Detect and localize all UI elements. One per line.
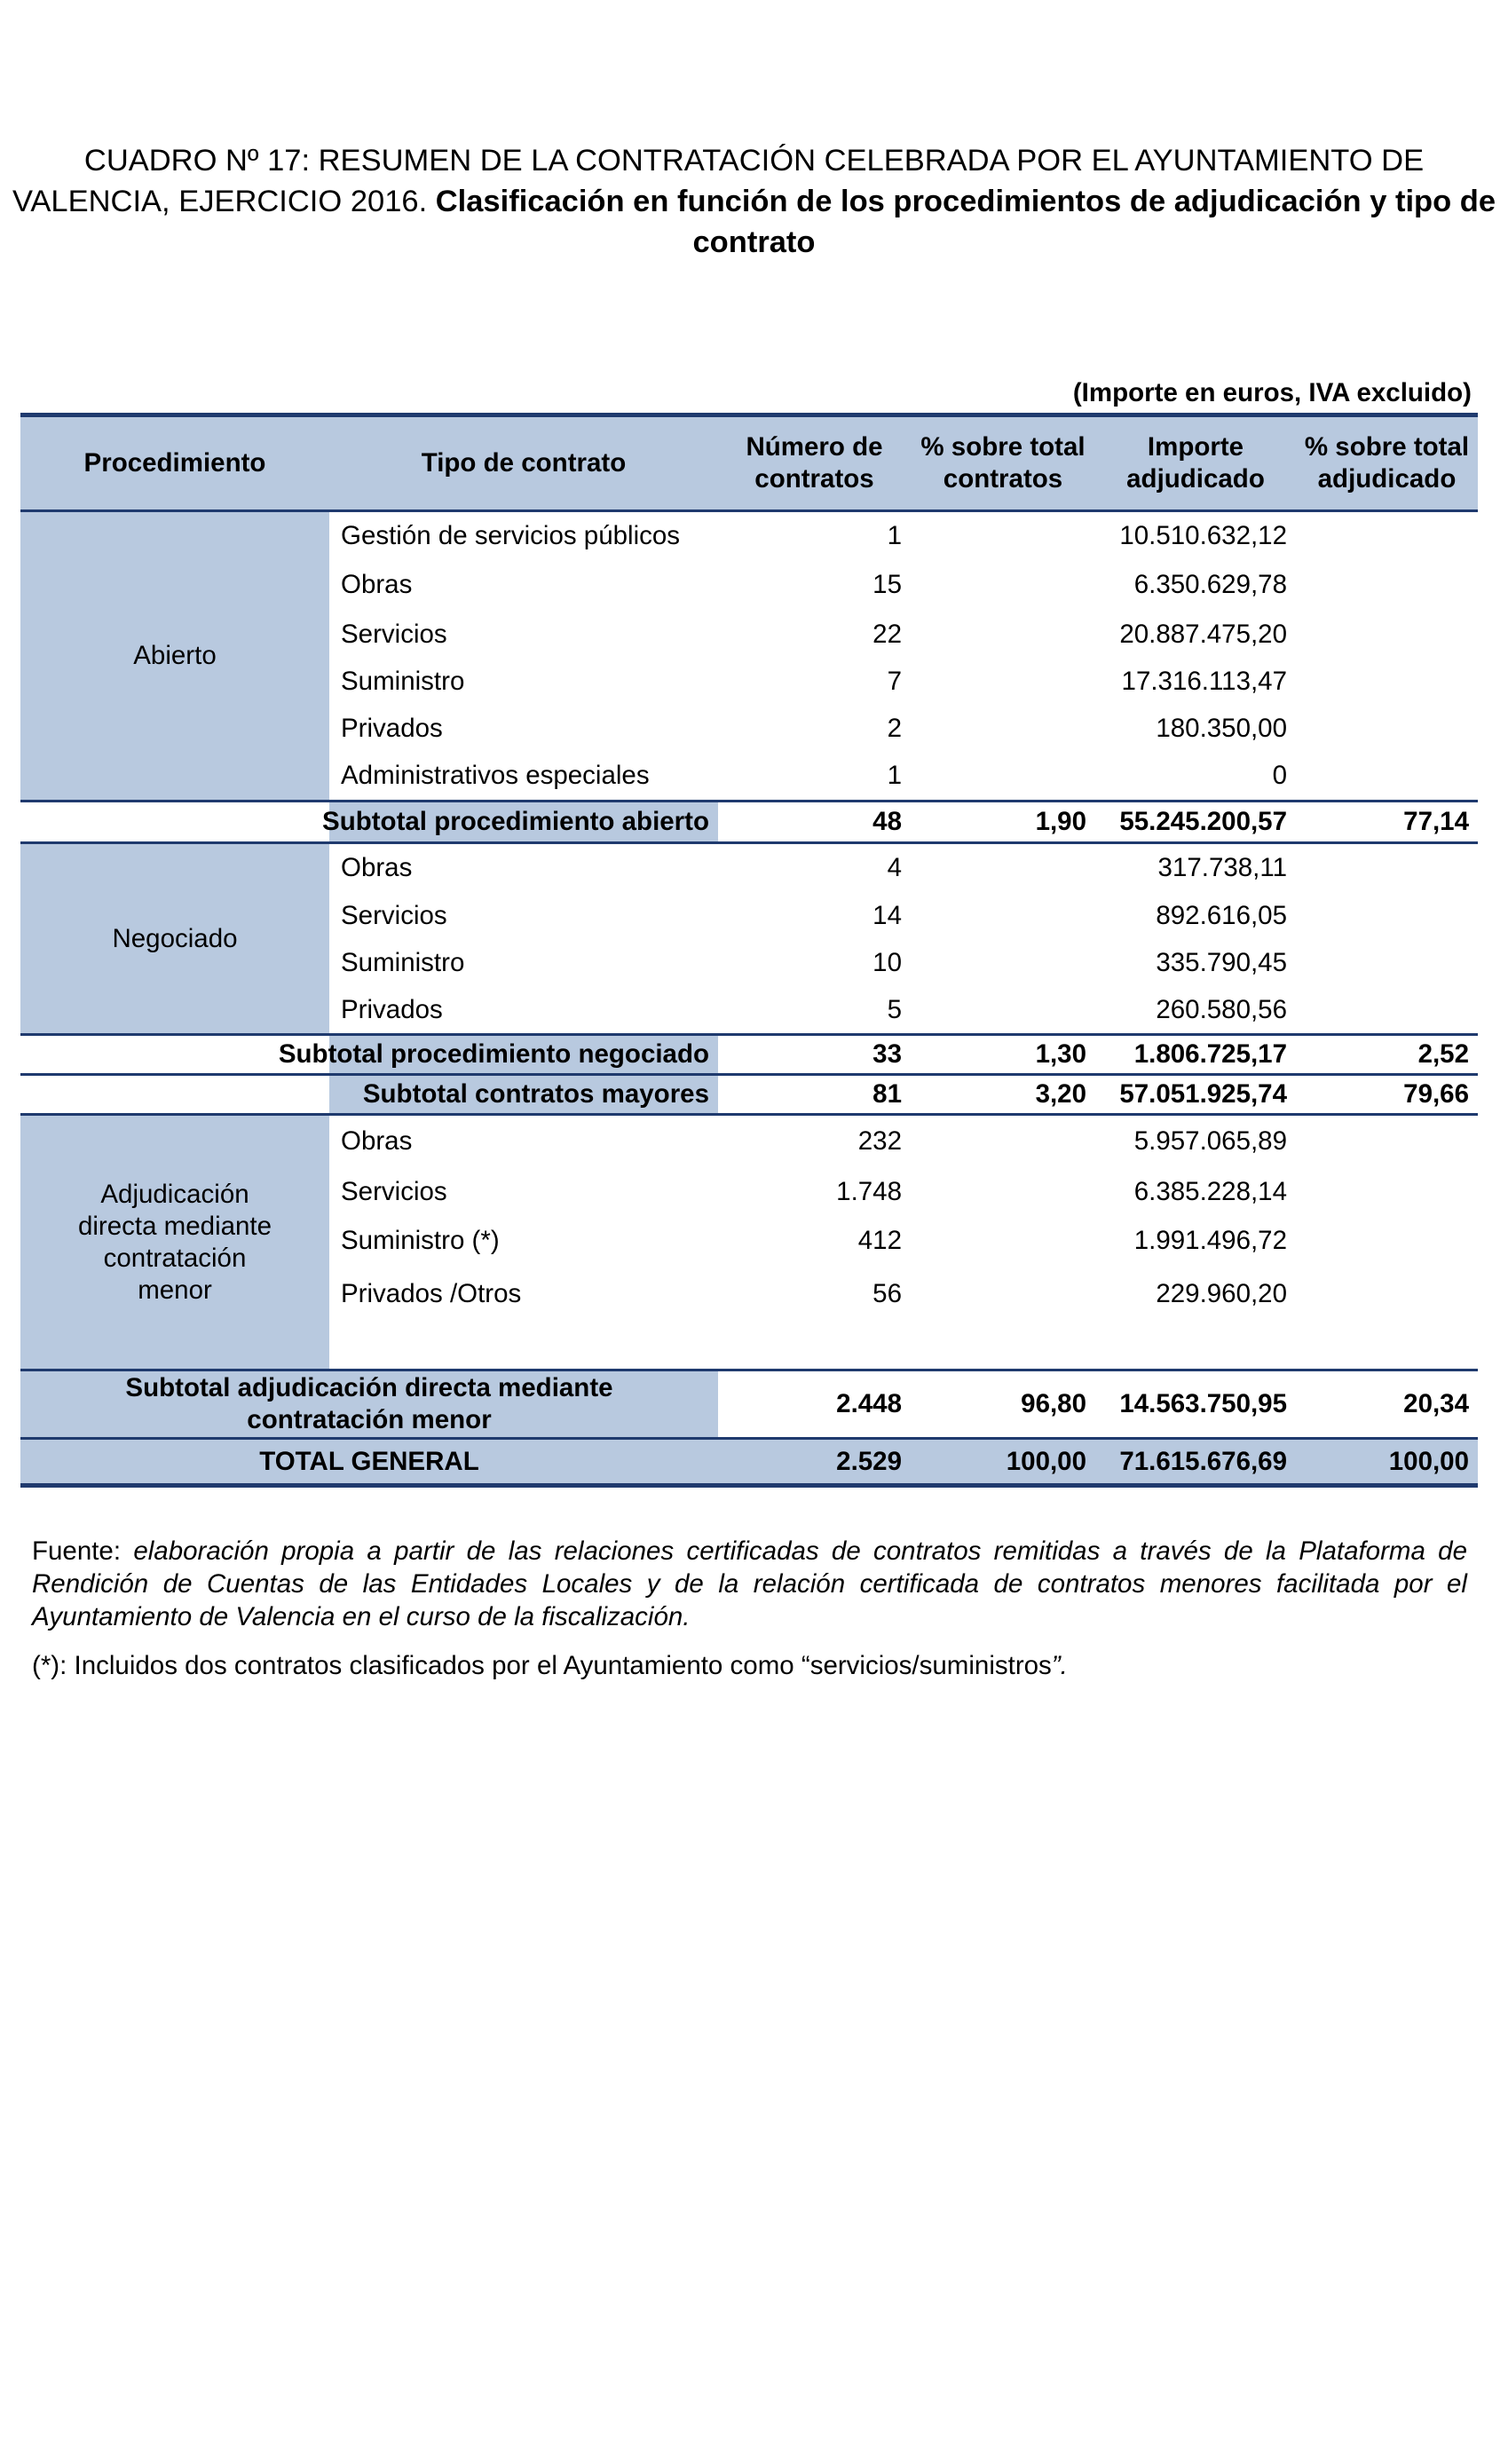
row-numero: 412 xyxy=(857,1226,902,1255)
header-pct-adjudicado: % sobre total adjudicado xyxy=(1296,413,1478,512)
page-title xyxy=(9,140,1499,263)
row-importe: 229.960,20 xyxy=(1156,1279,1287,1308)
row-tipo: Administrativos especiales xyxy=(341,761,650,790)
row-numero: 15 xyxy=(872,570,902,599)
subtotal-spacer xyxy=(20,1076,329,1116)
subtotal-menor-pct-contratos: 96,80 xyxy=(911,1369,1095,1440)
subtotal-mayores-pct-adjudicado: 79,66 xyxy=(1296,1076,1478,1116)
row-tipo: Suministro xyxy=(341,666,465,696)
total-numero: 2.529 xyxy=(718,1440,911,1488)
group-negociado-label: Negociado xyxy=(20,844,329,1033)
fuente-text: elaboración propia a partir de las relaciones certificadas de contratos remitidas a través de la Plataforma de Rendición de Cuentas de las Entidades Locales y de la relación certificada de contratos menores facilitada por el Ayuntamiento de Valencia en el curso de la fiscalización. xyxy=(32,1536,1467,1631)
note-prefix: (*): Incluidos dos contratos clasificados por el Ayuntamiento como “servicios/suministros xyxy=(32,1651,1052,1680)
title-part-1: CUADRO Nº 17: RESUMEN DE LA CONTRATACIÓN CELEBRADA POR EL AYUNTAMIENTO DE VALENCIA, EJERCICIO 2016. xyxy=(12,144,1425,218)
subtotal-negociado-pct-contratos: 1,30 xyxy=(911,1033,1095,1076)
group-abierto-label: Abierto xyxy=(20,512,329,800)
header-procedimiento: Procedimiento xyxy=(20,413,329,512)
row-tipo: Servicios xyxy=(341,900,447,930)
header-tipo: Tipo de contrato xyxy=(329,413,718,512)
header-importe: Importe adjudicado xyxy=(1095,413,1296,512)
subtotal-mayores-numero: 81 xyxy=(718,1076,911,1116)
fuente-label: Fuente: xyxy=(32,1536,134,1566)
row-tipo: Privados xyxy=(341,713,443,743)
subtotal-abierto-pct-adjudicado: 77,14 xyxy=(1296,800,1478,844)
subtotal-mayores-importe: 57.051.925,74 xyxy=(1095,1076,1296,1116)
row-importe: 6.385.228,14 xyxy=(1133,1176,1287,1206)
row-numero: 56 xyxy=(872,1279,902,1308)
row-tipo: Servicios xyxy=(341,619,447,649)
header-numero: Número de contratos xyxy=(718,413,911,512)
row-tipo: Obras xyxy=(341,853,413,882)
row-numero: 1 xyxy=(887,520,902,550)
row-tipo: Suministro (*) xyxy=(341,1226,500,1255)
row-importe: 317.738,11 xyxy=(1157,853,1287,882)
row-numero: 1 xyxy=(887,761,902,790)
row-importe: 20.887.475,20 xyxy=(1119,619,1287,649)
row-numero: 5 xyxy=(887,994,902,1024)
subtotal-spacer xyxy=(20,800,329,844)
row-tipo: Obras xyxy=(341,1126,413,1156)
row-importe: 5.957.065,89 xyxy=(1133,1126,1287,1156)
subtotal-menor-label: Subtotal adjudicación directa mediante contratación menor xyxy=(20,1369,718,1440)
subtotal-menor-importe: 14.563.750,95 xyxy=(1095,1369,1296,1440)
row-numero: 1.748 xyxy=(836,1176,902,1206)
row-importe: 1.991.496,72 xyxy=(1133,1226,1287,1255)
subtotal-negociado-importe: 1.806.725,17 xyxy=(1095,1033,1296,1076)
row-numero: 4 xyxy=(887,853,902,882)
row-numero: 7 xyxy=(887,666,902,696)
row-numero: 232 xyxy=(857,1126,902,1156)
total-label: TOTAL GENERAL xyxy=(20,1440,718,1488)
row-importe: 180.350,00 xyxy=(1156,713,1287,743)
footnote-asterisk xyxy=(32,1649,1467,1682)
subtotal-abierto-numero: 48 xyxy=(718,800,911,844)
row-tipo: Servicios xyxy=(341,1176,447,1206)
row-importe: 892.616,05 xyxy=(1156,900,1287,930)
row-tipo: Privados /Otros xyxy=(341,1279,522,1308)
subtotal-menor-pct-adjudicado: 20,34 xyxy=(1296,1369,1478,1440)
footnote-fuente xyxy=(32,1535,1467,1633)
row-tipo: Privados xyxy=(341,994,443,1024)
subtotal-abierto-importe: 55.245.200,57 xyxy=(1095,800,1296,844)
row-importe: 6.350.629,78 xyxy=(1133,570,1287,599)
units-note: (Importe en euros, IVA excluido) xyxy=(1072,378,1472,407)
total-pct-contratos: 100,00 xyxy=(911,1440,1095,1488)
subtotal-negociado-pct-adjudicado: 2,52 xyxy=(1296,1033,1478,1076)
row-importe: 260.580,56 xyxy=(1156,994,1287,1024)
subtotal-abierto-pct-contratos: 1,90 xyxy=(911,800,1095,844)
subtotal-abierto-text: Subtotal procedimiento abierto xyxy=(322,807,709,836)
row-importe: 335.790,45 xyxy=(1156,947,1287,977)
subtotal-mayores-pct-contratos: 3,20 xyxy=(911,1076,1095,1116)
row-tipo: Suministro xyxy=(341,947,465,977)
total-importe: 71.615.676,69 xyxy=(1095,1440,1296,1488)
group-menor-label: Adjudicación directa mediante contratación menor xyxy=(20,1116,329,1369)
subtotal-menor-numero: 2.448 xyxy=(718,1369,911,1440)
row-numero: 22 xyxy=(872,619,902,649)
subtotal-negociado-text: Subtotal procedimiento negociado xyxy=(278,1039,709,1069)
row-numero: 2 xyxy=(887,713,902,743)
total-pct-adjudicado: 100,00 xyxy=(1296,1440,1478,1488)
row-numero: 14 xyxy=(872,900,902,930)
row-importe: 17.316.113,47 xyxy=(1121,666,1287,696)
row-tipo: Obras xyxy=(341,570,413,599)
row-numero: 10 xyxy=(872,947,902,977)
subtotal-mayores-label: Subtotal contratos mayores xyxy=(329,1076,718,1116)
subtotal-abierto-label xyxy=(322,800,718,844)
row-tipo: Gestión de servicios públicos xyxy=(341,520,681,550)
header-pct-contratos: % sobre total contratos xyxy=(911,413,1095,512)
subtotal-negociado-label xyxy=(278,1033,718,1076)
row-importe: 0 xyxy=(1272,761,1287,790)
subtotal-negociado-numero: 33 xyxy=(718,1033,911,1076)
title-part-2: Clasificación en función de los procedimientos de adjudicación y tipo de contrato xyxy=(435,185,1496,259)
contracts-table xyxy=(20,413,1478,1488)
note-suffix: ”. xyxy=(1051,1651,1068,1680)
row-importe: 10.510.632,12 xyxy=(1119,520,1287,550)
